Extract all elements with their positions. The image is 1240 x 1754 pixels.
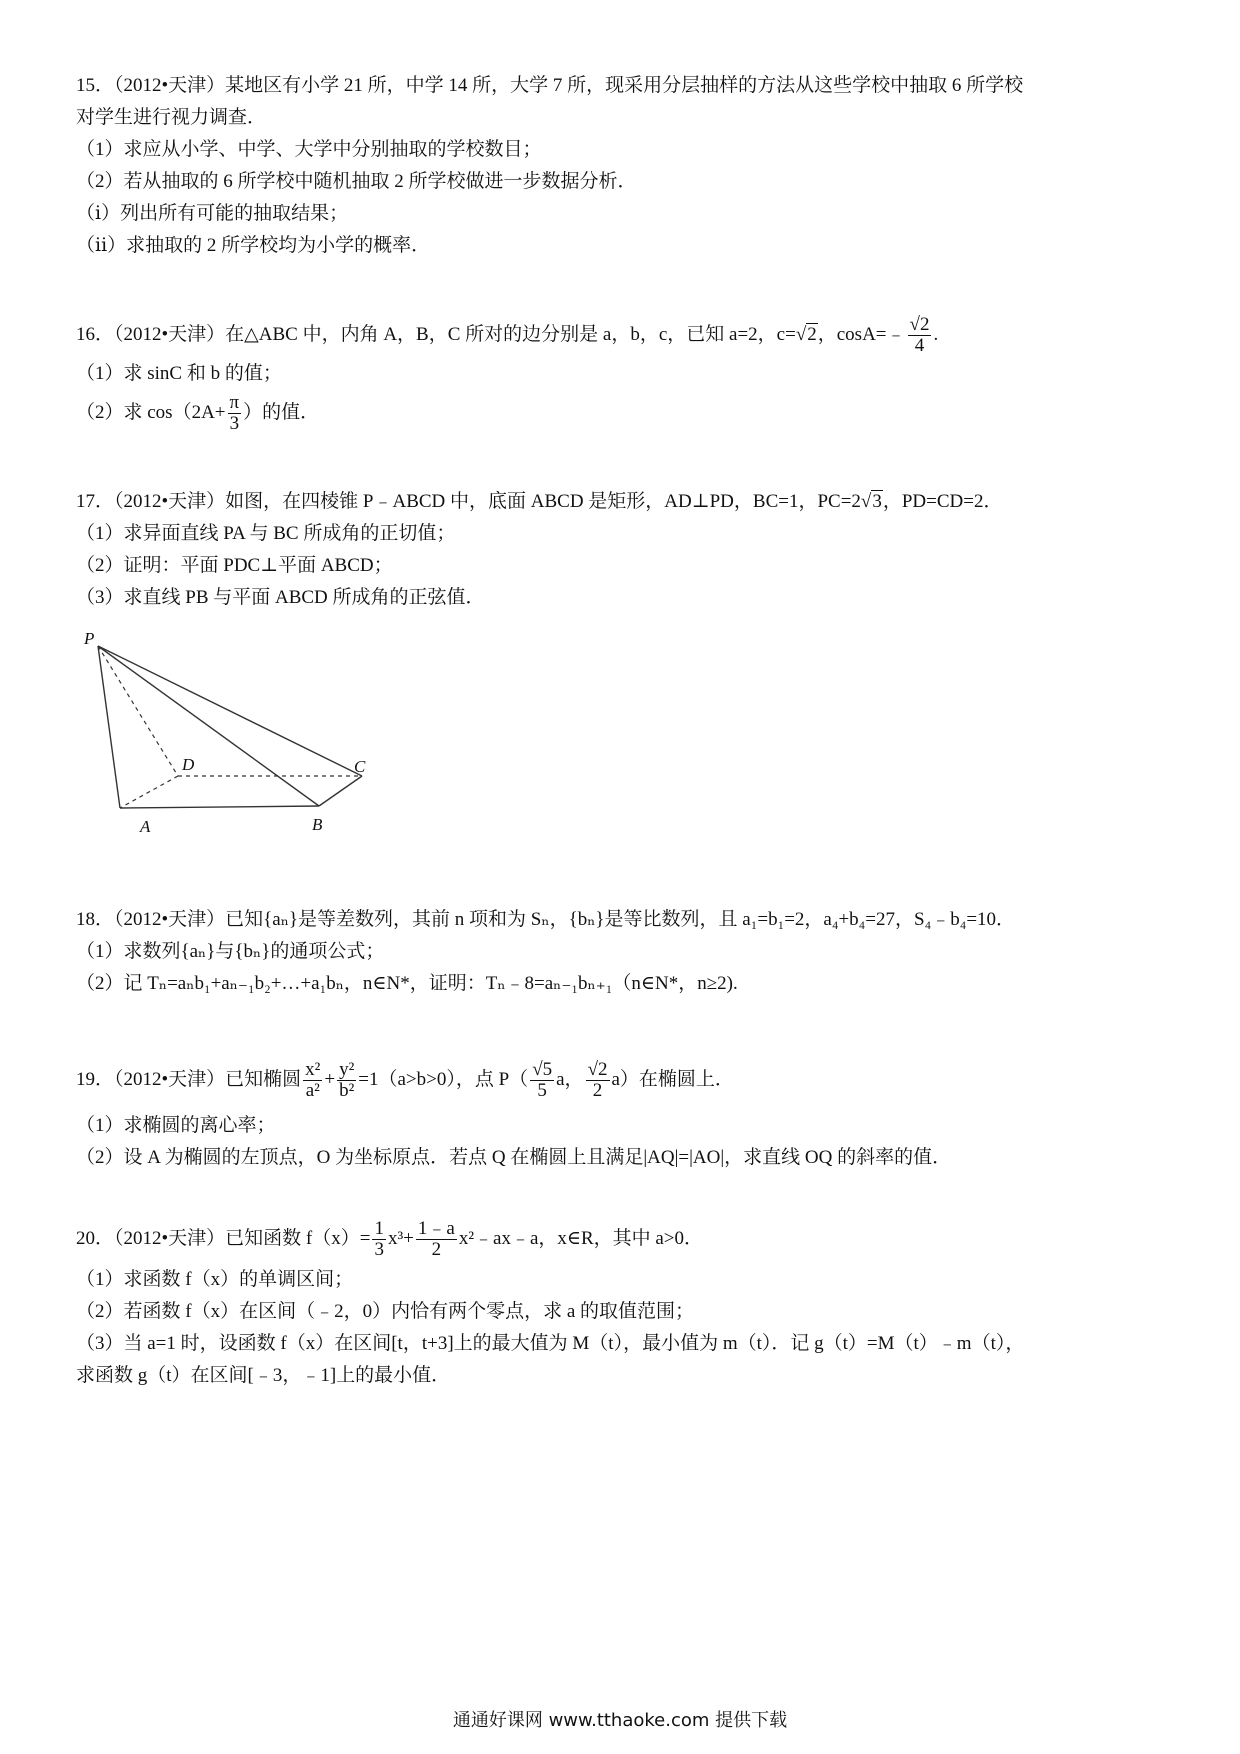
q15-line-2: 对学生进行视力调查． [76,107,267,128]
fraction-x2-over-a2: $\frac{\text{x²}}{\text{a²}}$ [305,1059,321,1102]
q15-line-1: 15．（2012•天津）某地区有小学 21 所，中学 14 所，大学 7 所，现采用分层抽样的方法从这些学校中抽取 6 所学校 [76,75,1024,96]
q17-part-3: （3）求直线 PB 与平面 ABCD 所成角的正弦值． [76,587,485,608]
fraction-y2-over-b2: $\frac{\text{y²}}{\text{b²}}$ [339,1059,355,1102]
q20-stem: 20．（2012•天津）已知函数 f（x）= $\frac{1}{3}$ x³+ $\frac{1﹣a}{2}$ x²﹣ax﹣a，x∈R，其中 a>0． [76,1218,704,1261]
q17-part-1: （1）求异面直线 PA 与 BC 所成角的正切值； [76,523,456,544]
q15-part-2ii: （ⅱ）求抽取的 2 所学校均为小学的概率． [76,235,431,256]
label-C: C [354,757,366,776]
fraction-sqrt5-over-5: $\frac{√5}{5}$ [532,1059,553,1102]
edge-PB [98,646,319,806]
sqrt-2: √2 [795,324,817,345]
edge-PA [98,646,120,808]
fraction-pi-over-3: $\frac{\pi}{3}$ [229,392,240,435]
q16-cos-text: ，cosA=﹣ [817,324,906,345]
edge-AB [120,806,319,808]
sqrt-3: √3 [860,491,882,512]
question-20 [76,1214,1176,1392]
q19-part-2: （2）设 A 为椭圆的左顶点，O 为坐标原点．若点 Q 在椭圆上且满足|AQ|=|AO|，求直线 OQ 的斜率的值． [76,1147,952,1168]
q17-part-2: （2）证明：平面 PDC⊥平面 ABCD； [76,555,393,576]
label-A: A [140,817,151,836]
q16-stem-text: 16．（2012•天津）在△ABC 中，内角 A，B，C 所对的边分别是 a，b，c，已知 a=2，c= [76,324,796,345]
label-B: B [312,815,323,834]
q18-part-2: （2）记 Tₙ=aₙb₁+aₙ₋₁b₂+…+a₁bₙ，n∈N*，证明：Tₙ﹣8=aₙ₋₁bₙ₊₁（n∈N*，n≥2). [76,973,738,994]
question-19 [76,1050,1176,1174]
fraction-1-minus-a-over-2: $\frac{1﹣a}{2}$ [417,1218,455,1261]
q20-part-2: （2）若函数 f（x）在区间（﹣2，0）内恰有两个零点，求 a 的取值范围； [76,1301,695,1322]
q19-part-1: （1）求椭圆的离心率； [76,1115,276,1136]
fraction-sqrt2-over-2: $\frac{√2}{2}$ [587,1059,608,1102]
q16-stem: 16．（2012•天津）在△ABC 中，内角 A，B，C 所对的边分别是 a，b，c，已知 a=2，c=√2，cosA=﹣ $\frac{√2}{4}$ . [76,314,939,357]
q20-part-1: （1）求函数 f（x）的单调区间； [76,1269,354,1290]
edge-DA [120,776,178,808]
label-D: D [182,755,195,774]
q15-part-2: （2）若从抽取的 6 所学校中随机抽取 2 所学校做进一步数据分析． [76,171,637,192]
pyramid-diagram [76,624,396,864]
footer-credit: 通通好课网 www.tthaoke.com 提供下载 [452,1710,788,1731]
question-17 [76,486,1176,870]
q16-part-1: （1）求 sinC 和 b 的值； [76,363,282,384]
q17-stem: 17．（2012•天津）如图，在四棱锥 P﹣ABCD 中，底面 ABCD 是矩形，AD⊥PD，BC=1，PC=2√3，PD=CD=2． [76,491,1003,512]
q15-part-2i: （ⅰ）列出所有可能的抽取结果； [76,203,349,224]
question-18 [76,904,1176,1000]
q20-part-3: （3）当 a=1 时，设函数 f（x）在区间[t，t+3]上的最大值为 M（t），最小值为 m（t）．记 g（t）=M（t）﹣m（t）， [76,1333,1025,1354]
question-16 [76,312,1176,436]
q16-part-2: （2）求 cos（2A+ $\frac{\pi}{3}$ ）的值． [76,392,320,435]
edge-BC [319,776,362,806]
label-P: P [84,629,95,648]
q20-part-3-cont: 求函数 g（t）在区间[﹣3，﹣1]上的最小值． [76,1365,451,1386]
exam-page [76,70,1176,1442]
pyramid-figure [76,624,1176,870]
q18-stem: 18．（2012•天津）已知{aₙ}是等差数列，其前 n 项和为 Sₙ，{bₙ}是等比数列，且 a₁=b₁=2，a₄+b₄=27，S₄﹣b₄=10． [76,909,1016,930]
fraction-1-over-3: $\frac{1}{3}$ [374,1218,384,1261]
q15-part-1: （1）求应从小学、中学、大学中分别抽取的学校数目； [76,139,542,160]
q19-stem: 19．（2012•天津）已知椭圆 $\frac{\text{x²}}{\text{a²}}$ + $\frac{\text{y²}}{\text{b²}}$ =1（a>b>0），点 P（ $\frac{√5}{5}$ a， $\frac{√2}{2}$ a）在椭圆上． [76,1059,734,1102]
q18-part-1: （1）求数列{aₙ}与{bₙ}的通项公式； [76,941,385,962]
question-15 [76,70,1176,262]
edge-PC [98,646,362,776]
fraction-sqrt2-over-4: $\frac{√2}{4}$ [909,314,930,357]
